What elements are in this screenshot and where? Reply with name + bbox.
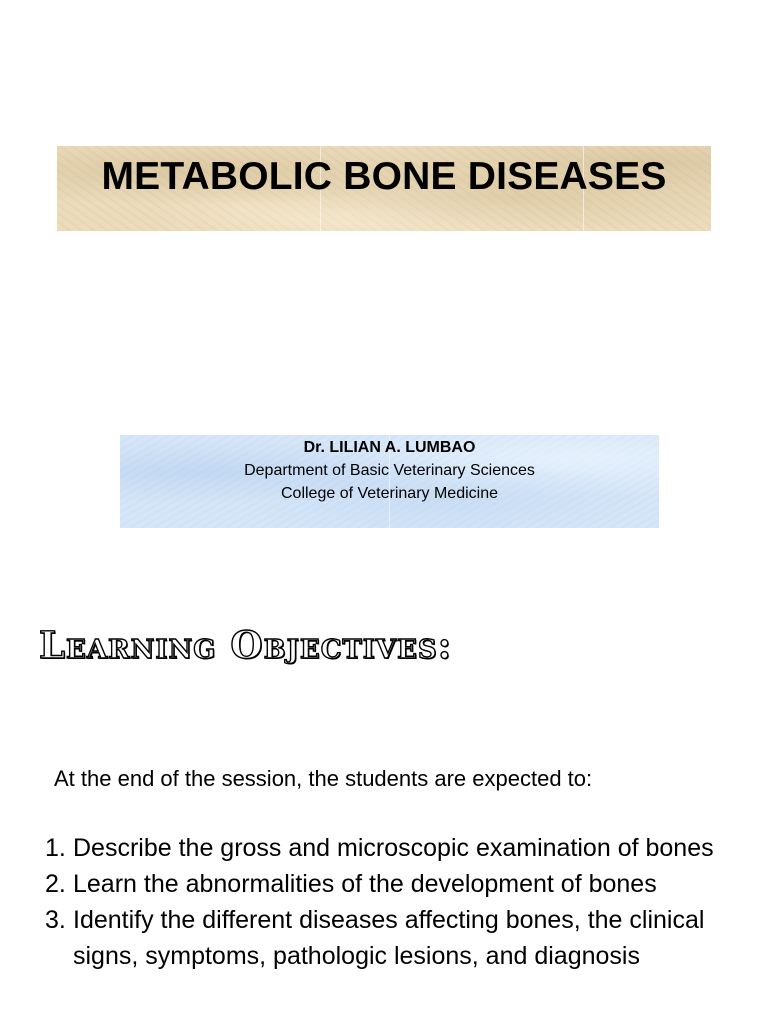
author-box <box>120 435 659 528</box>
objectives-list <box>45 830 735 974</box>
intro-text: At the end of the session, the students are expected to: <box>54 766 593 791</box>
title-banner <box>57 146 711 231</box>
list-item <box>45 830 735 866</box>
list-item-number: 3. <box>45 906 66 934</box>
list-item <box>45 902 735 974</box>
author-college: College of Veterinary Medicine <box>280 485 498 502</box>
list-item-text: Identify the different diseases affecting bones, the clinical signs, symptoms, pathologic lesions, and diagnosis <box>73 906 705 970</box>
learning-objectives-heading: Learning Objectives: <box>39 623 453 667</box>
document-title: METABOLIC BONE DISEASES <box>101 155 667 198</box>
author-name: Dr. LILIAN A. LUMBAO <box>303 439 476 456</box>
list-item-text: Learn the abnormalities of the development of bones <box>73 870 657 898</box>
list-item-number: 2. <box>45 870 66 898</box>
author-department: Department of Basic Veterinary Sciences <box>244 462 535 479</box>
list-item-text: Describe the gross and microscopic examination of bones <box>73 834 714 862</box>
list-item <box>45 866 735 902</box>
list-item-number: 1. <box>45 834 66 862</box>
